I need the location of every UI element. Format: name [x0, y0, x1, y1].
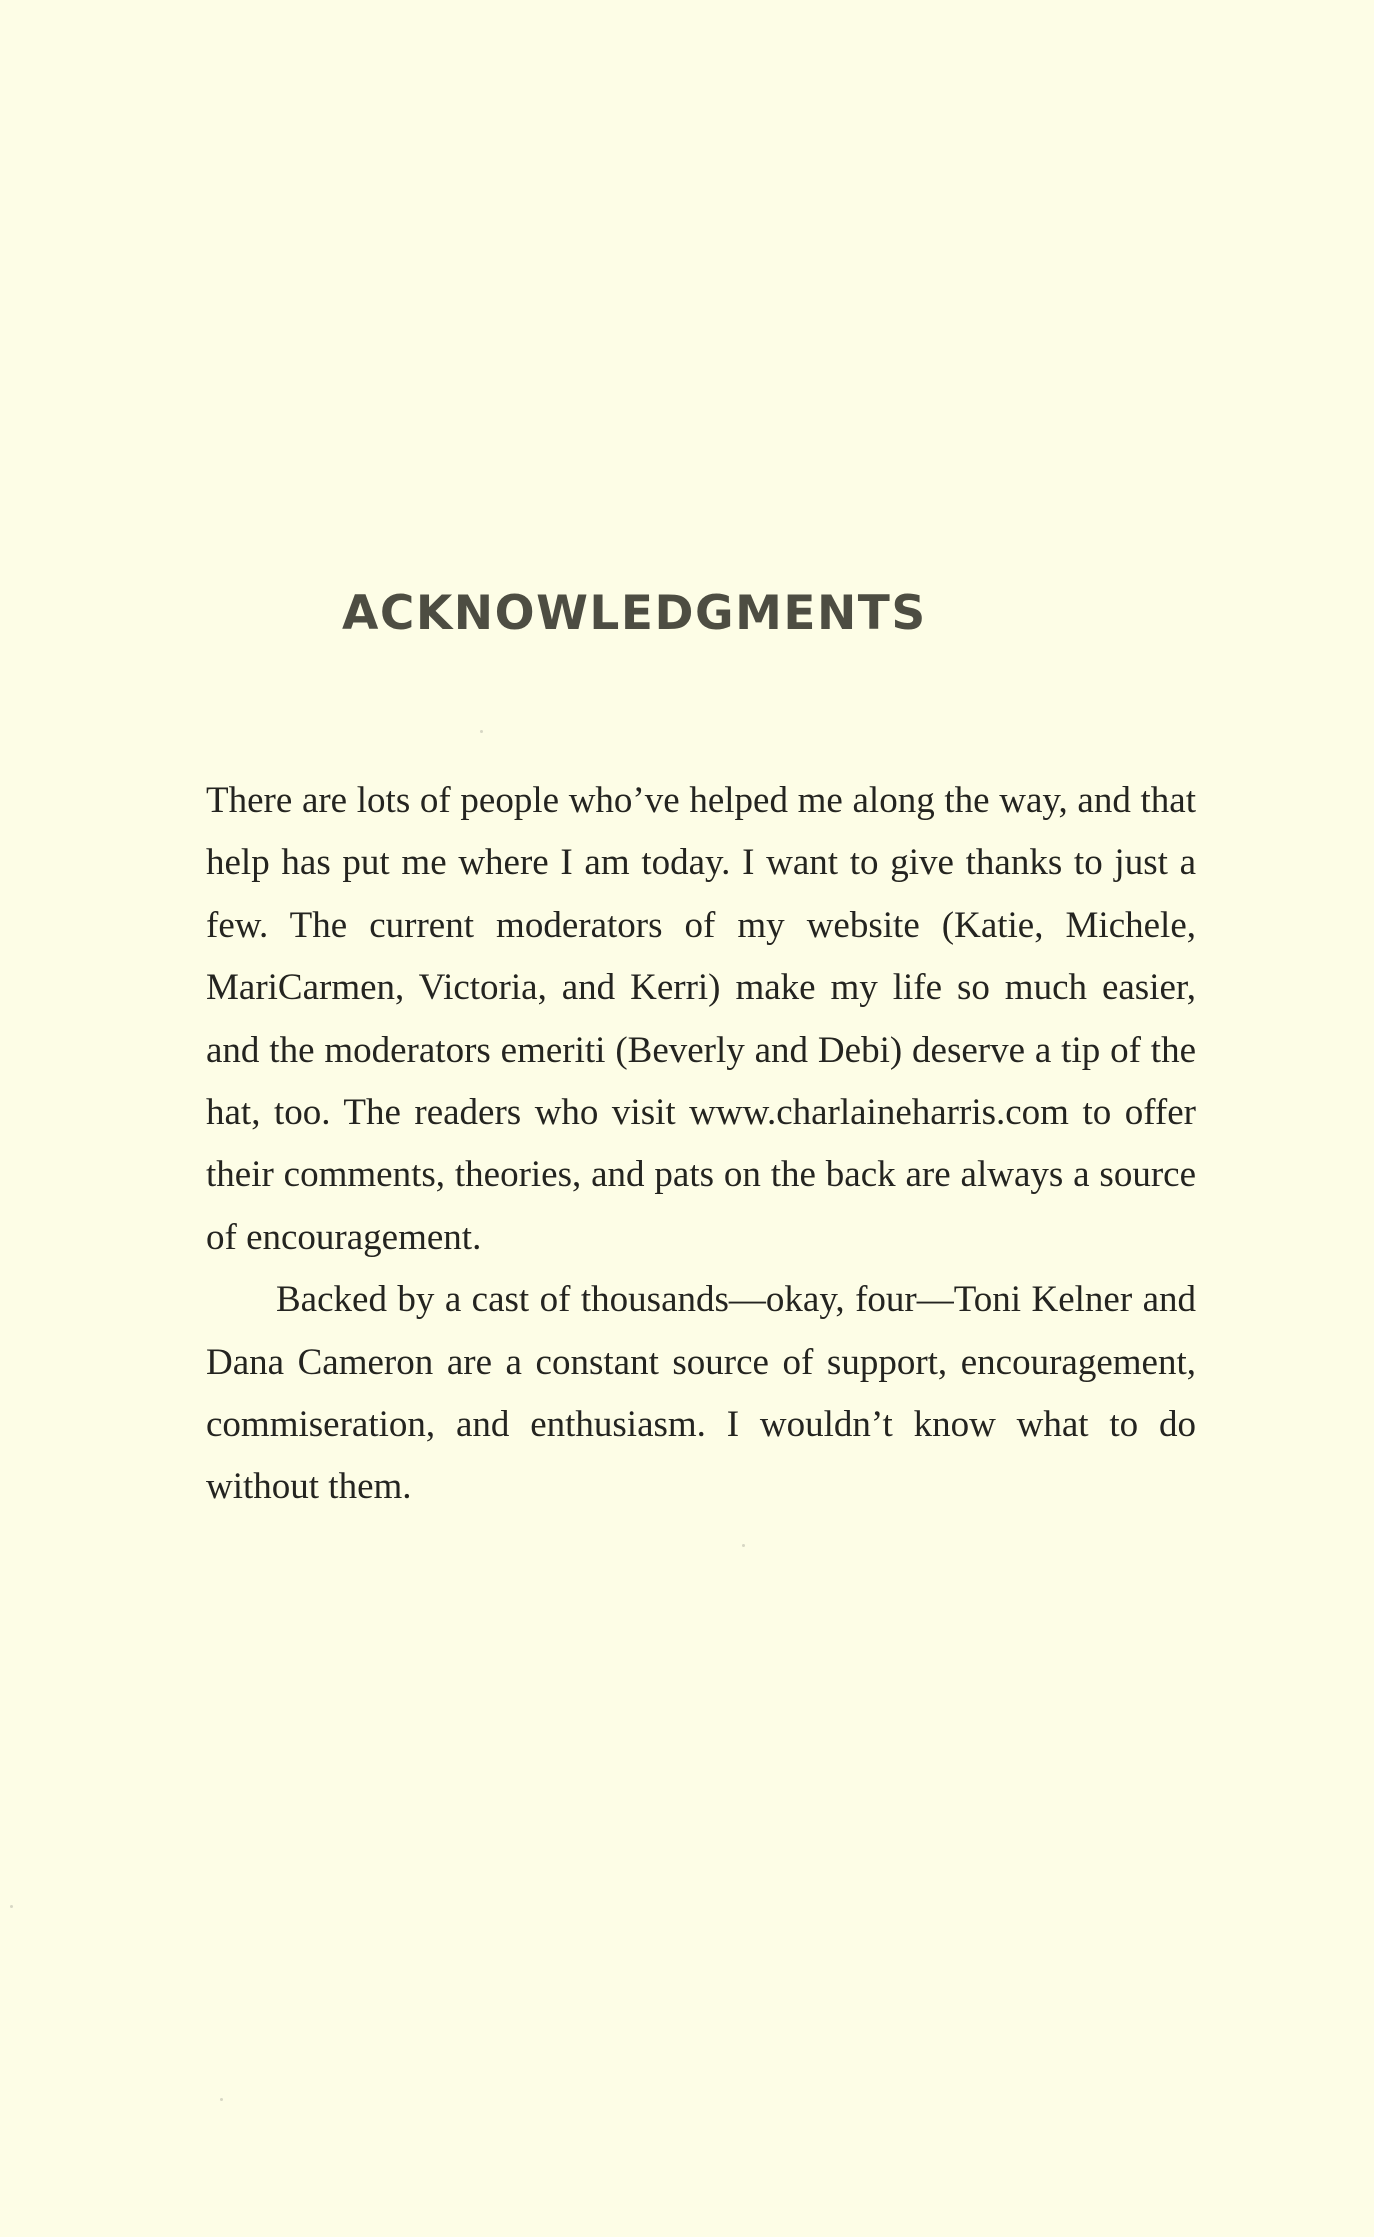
paper-speck	[220, 2098, 223, 2101]
acknowledgments-body	[206, 770, 1196, 1519]
page-title: ACKNOWLEDGMENTS	[342, 586, 927, 641]
paper-speck	[742, 1544, 745, 1547]
paragraph-2: Backed by a cast of thousands—okay, four—Toni Kelner and Dana Cameron are a constant source of support, encouragement, commiseration, and enthusiasm. I wouldn’t know what to do without them.	[206, 1279, 1196, 1508]
paper-speck	[480, 730, 483, 733]
paper-speck	[10, 1905, 13, 1908]
paragraph-1: There are lots of people who’ve helped me along the way, and that help has put me where I am today. I want to give thanks to just a few. The current moderators of my website (Katie, Michele, MariCarmen, Victoria, and Kerri) make my life so much easier, and the moderators emeriti (Beverly and Debi) deserve a tip of the hat, too. The readers who visit www.charlaineharris.com to offer their comments, theories, and pats on the back are always a source of encouragement.	[206, 780, 1196, 1258]
